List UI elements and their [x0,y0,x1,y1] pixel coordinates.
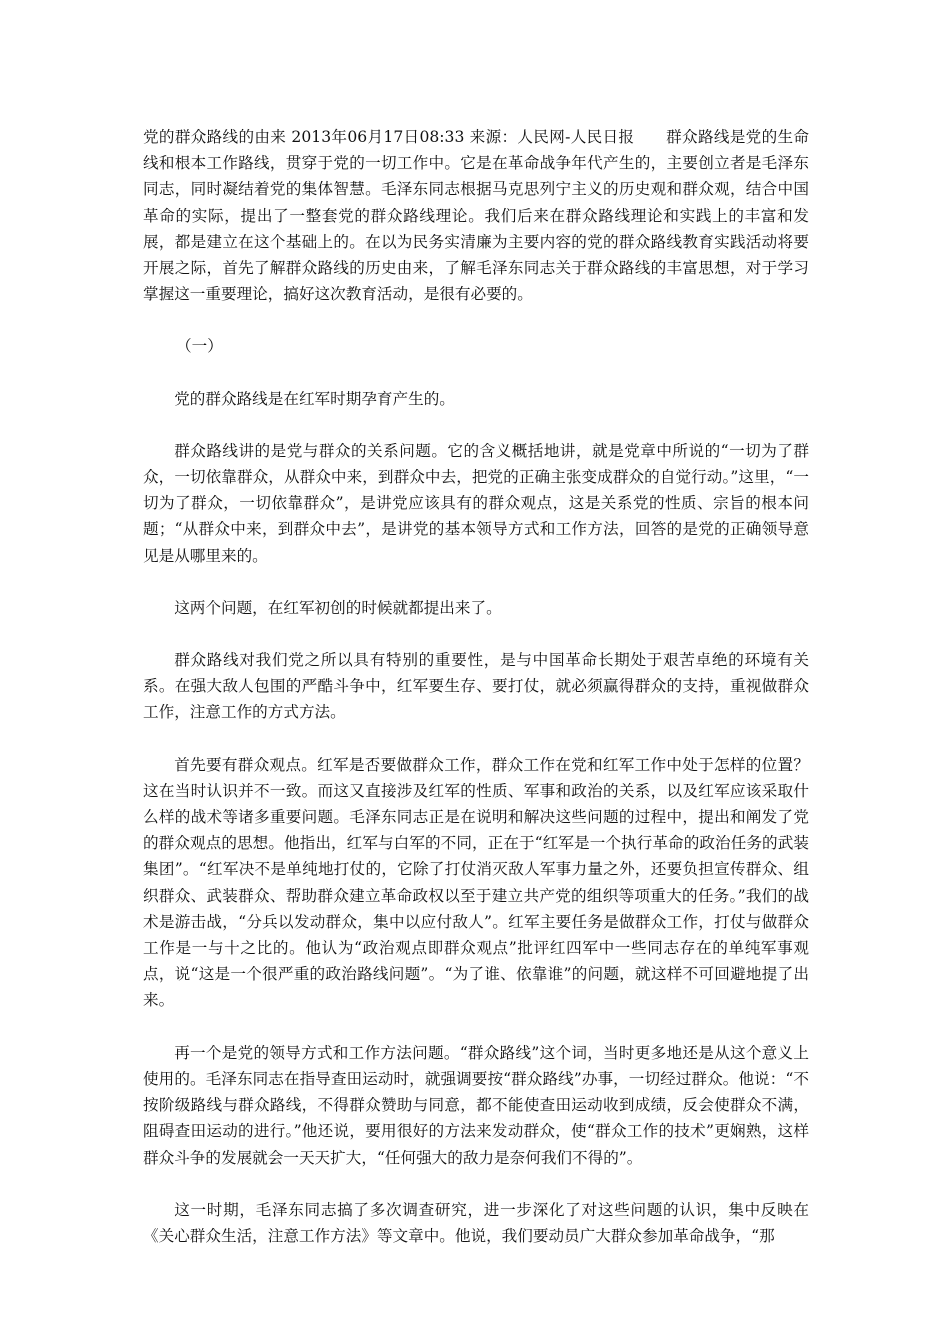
paragraph-gap [143,569,809,595]
body-paragraph: 再一个是党的领导方式和工作方法问题。“群众路线”这个词，当时更多地还是从这个意义上使用的。毛泽东同志在指导查田运动时，就强调要按“群众路线”办事，一切经过群众。他说：“不按阶级路线与群众路线，不得群众赞助与同意，都不能使查田运动收到成绩，反会使群众不满，阻碍查田运动的进行。”他还说，要用很好的方法来发动群众，使“群众工作的技术”更娴熟，这样群众斗争的发展就会一天天扩大，“任何强大的敌力是奈何我们不得的”。 [143,1043,809,1167]
body-paragraph: 群众路线对我们党之所以具有特别的重要性，是与中国革命长期处于艰苦卓绝的环境有关系。在强大敌人包围的严酷斗争中，红军要生存、要打仗，就必须赢得群众的支持，重视做群众工作，注意工作的方式方法。 [143,651,809,722]
paragraph-gap [143,1171,809,1197]
paragraph-gap [143,726,809,752]
body-paragraph: 群众路线讲的是党与群众的关系问题。它的含义概括地讲，就是党章中所说的“一切为了群众，一切依靠群众，从群众中来，到群众中去，把党的正确主张变成群众的自觉行动。”这里，“一切为了群众，一切依靠群众”，是讲党应该具有的群众观点，这是关系党的性质、宗旨的根本问题；“从群众中来，到群众中去”，是讲党的基本领导方式和工作方法，回答的是党的正确领导意见是从哪里来的。 [143,441,809,565]
paragraph-gap [143,360,809,386]
paragraph-gap [143,1014,809,1040]
paragraph-gap [143,621,809,647]
paragraph-gap [143,412,809,438]
document-page [143,124,809,1249]
paragraph-gap [143,307,809,333]
section-number: （一） [176,337,223,356]
body-paragraph: 党的群众路线是在红军时期孕育产生的。 [174,389,455,408]
body-paragraph: 这一时期，毛泽东同志搞了多次调查研究，进一步深化了对这些问题的认识，集中反映在《关心群众生活，注意工作方法》等文章中。他说，我们要动员广大群众参加革命战争，“那 [143,1200,809,1245]
body-paragraph: 这两个问题，在红军初创的时候就都提出来了。 [174,598,502,617]
intro-paragraph: 党的群众路线的由来 2013年06月17日08:33 来源：人民网-人民日报 群众路线是党的生命线和根本工作路线，贯穿于党的一切工作中。它是在革命战争年代产生的，主要创立者是毛泽东同志，同时凝结着党的集体智慧。毛泽东同志根据马克思列宁主义的历史观和群众观，结合中国革命的实际，提出了一整套党的群众路线理论。我们后来在群众路线理论和实践上的丰富和发展，都是建立在这个基础上的。在以为民务实清廉为主要内容的党的群众路线教育实践活动将要开展之际，首先了解群众路线的历史由来，了解毛泽东同志关于群众路线的丰富思想，对于学习掌握这一重要理论，搞好这次教育活动，是很有必要的。 [143,128,809,304]
body-paragraph: 首先要有群众观点。红军是否要做群众工作，群众工作在党和红军工作中处于怎样的位置？这在当时认识并不一致。而这又直接涉及红军的性质、军事和政治的关系，以及红军应该采取什么样的战术等诸多重要问题。毛泽东同志正是在说明和解决这些问题的过程中，提出和阐发了党的群众观点的思想。他指出，红军与白军的不同，正在于“红军是一个执行革命的政治任务的武装集团”。“红军决不是单纯地打仗的，它除了打仗消灭敌人军事力量之外，还要负担宣传群众、组织群众、武装群众、帮助群众建立革命政权以至于建立共产党的组织等项重大的任务。”我们的战术是游击战，“分兵以发动群众，集中以应付敌人”。红军主要任务是做群众工作，打仗与做群众工作是一与十之比的。他认为“政治观点即群众观点”批评红四军中一些同志存在的单纯军事观点，说“这是一个很严重的政治路线问题”。“为了谁、依靠谁”的问题，就这样不可回避地提了出来。 [143,755,809,1010]
